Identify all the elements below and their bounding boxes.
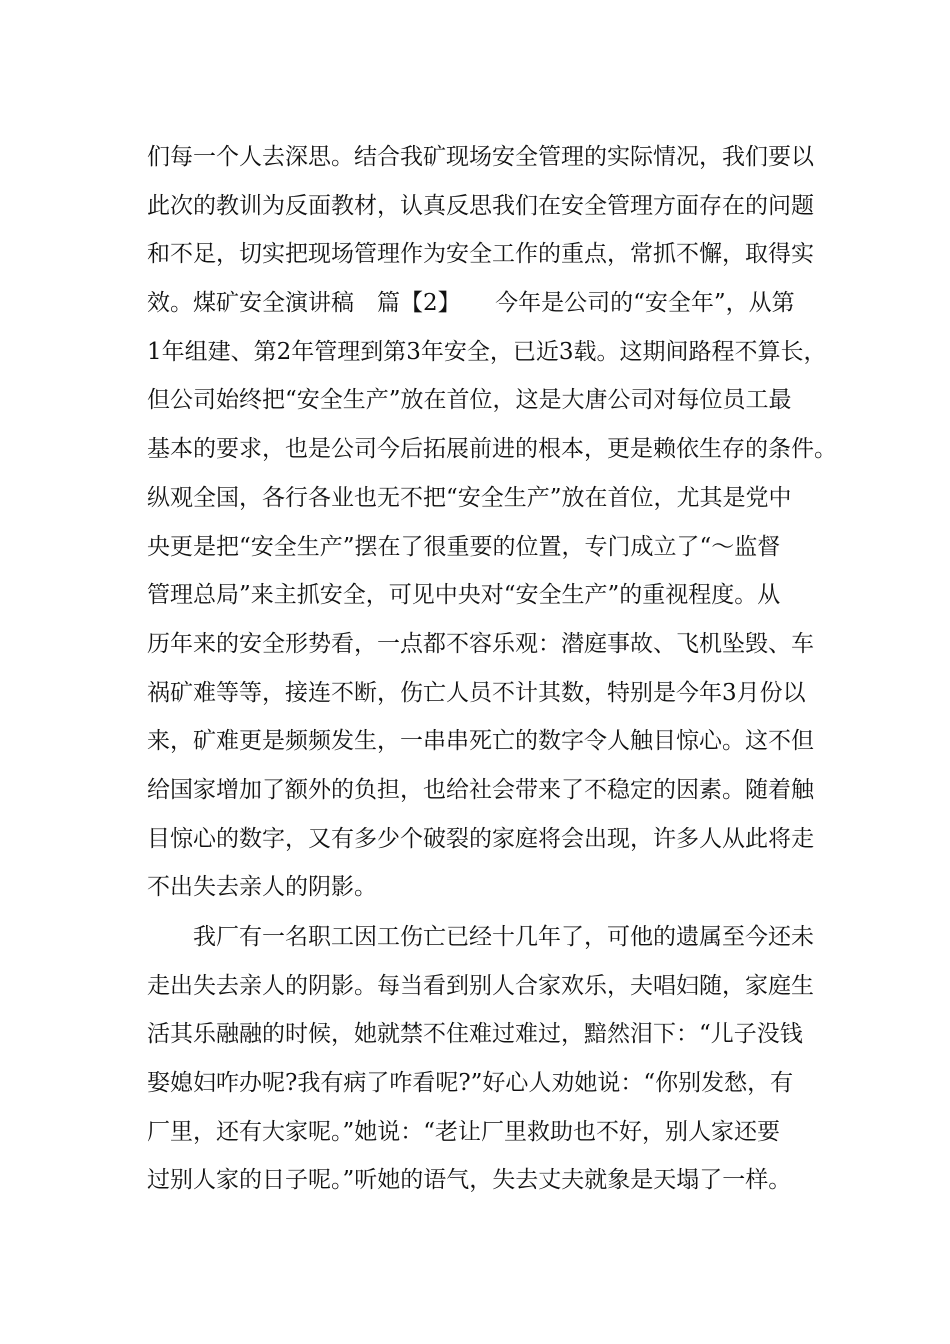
text-line: 来，矿难更是频频发生，一串串死亡的数字令人触目惊心。这不但 xyxy=(147,728,814,755)
text-line: 1年组建、第2年管理到第3年安全，已近3载。这期间路程不算长， xyxy=(147,338,827,365)
text-line: 给国家增加了额外的负担，也给社会带来了不稳定的因素。随着触 xyxy=(147,776,814,803)
text-line: 效。煤矿安全演讲稿 篇【2】 今年是公司的“安全年”，从第 xyxy=(147,290,795,317)
text-line: 厂里，还有大家呢。”她说：“老让厂里救助也不好，别人家还要 xyxy=(147,1118,781,1145)
text-line: 娶媳妇咋办呢?我有病了咋看呢?”好心人劝她说：“你别发愁，有 xyxy=(147,1070,794,1097)
text-line: 管理总局”来主抓安全，可见中央对“安全生产”的重视程度。从 xyxy=(147,582,781,609)
text-line: 历年来的安全形势看，一点都不容乐观：潜庭事故、飞机坠毁、车 xyxy=(147,630,814,657)
text-line: 和不足，切实把现场管理作为安全工作的重点，常抓不懈，取得实 xyxy=(147,241,814,268)
paragraph-1 xyxy=(147,133,837,912)
paragraph-2 xyxy=(147,913,827,1205)
text-line: 走出失去亲人的阴影。每当看到别人合家欢乐，夫唱妇随，家庭生 xyxy=(147,972,814,999)
text-line: 活其乐融融的时候，她就禁不住难过难过，黯然泪下：“儿子没钱 xyxy=(147,1021,803,1048)
text-line: 纵观全国，各行各业也无不把“安全生产”放在首位，尤其是党中 xyxy=(147,484,792,511)
text-line: 们每一个人去深思。结合我矿现场安全管理的实际情况，我们要以 xyxy=(147,144,814,170)
text-line: 过别人家的日子呢。”听她的语气，失去丈夫就象是天塌了一样。 xyxy=(147,1167,792,1194)
text-line: 央更是把“安全生产”摆在了很重要的位置，专门成立了“～监督 xyxy=(147,533,781,560)
text-line: 此次的教训为反面教材，认真反思我们在安全管理方面存在的问题 xyxy=(147,192,814,219)
text-line: 目惊心的数字，又有多少个破裂的家庭将会出现，许多人从此将走 xyxy=(147,825,814,852)
text-line: 我厂有一名职工因工伤亡已经十几年了，可他的遗属至今还未 xyxy=(147,924,814,950)
text-line: 不出失去亲人的阴影。 xyxy=(147,874,377,901)
text-line: 祸矿难等等，接连不断，伤亡人员不计其数，特别是今年3月份以 xyxy=(147,679,806,706)
text-line: 但公司始终把“安全生产”放在首位，这是大唐公司对每位员工最 xyxy=(147,387,792,414)
text-line: 基本的要求，也是公司今后拓展前进的根本，更是赖依生存的条件。 xyxy=(147,436,837,463)
